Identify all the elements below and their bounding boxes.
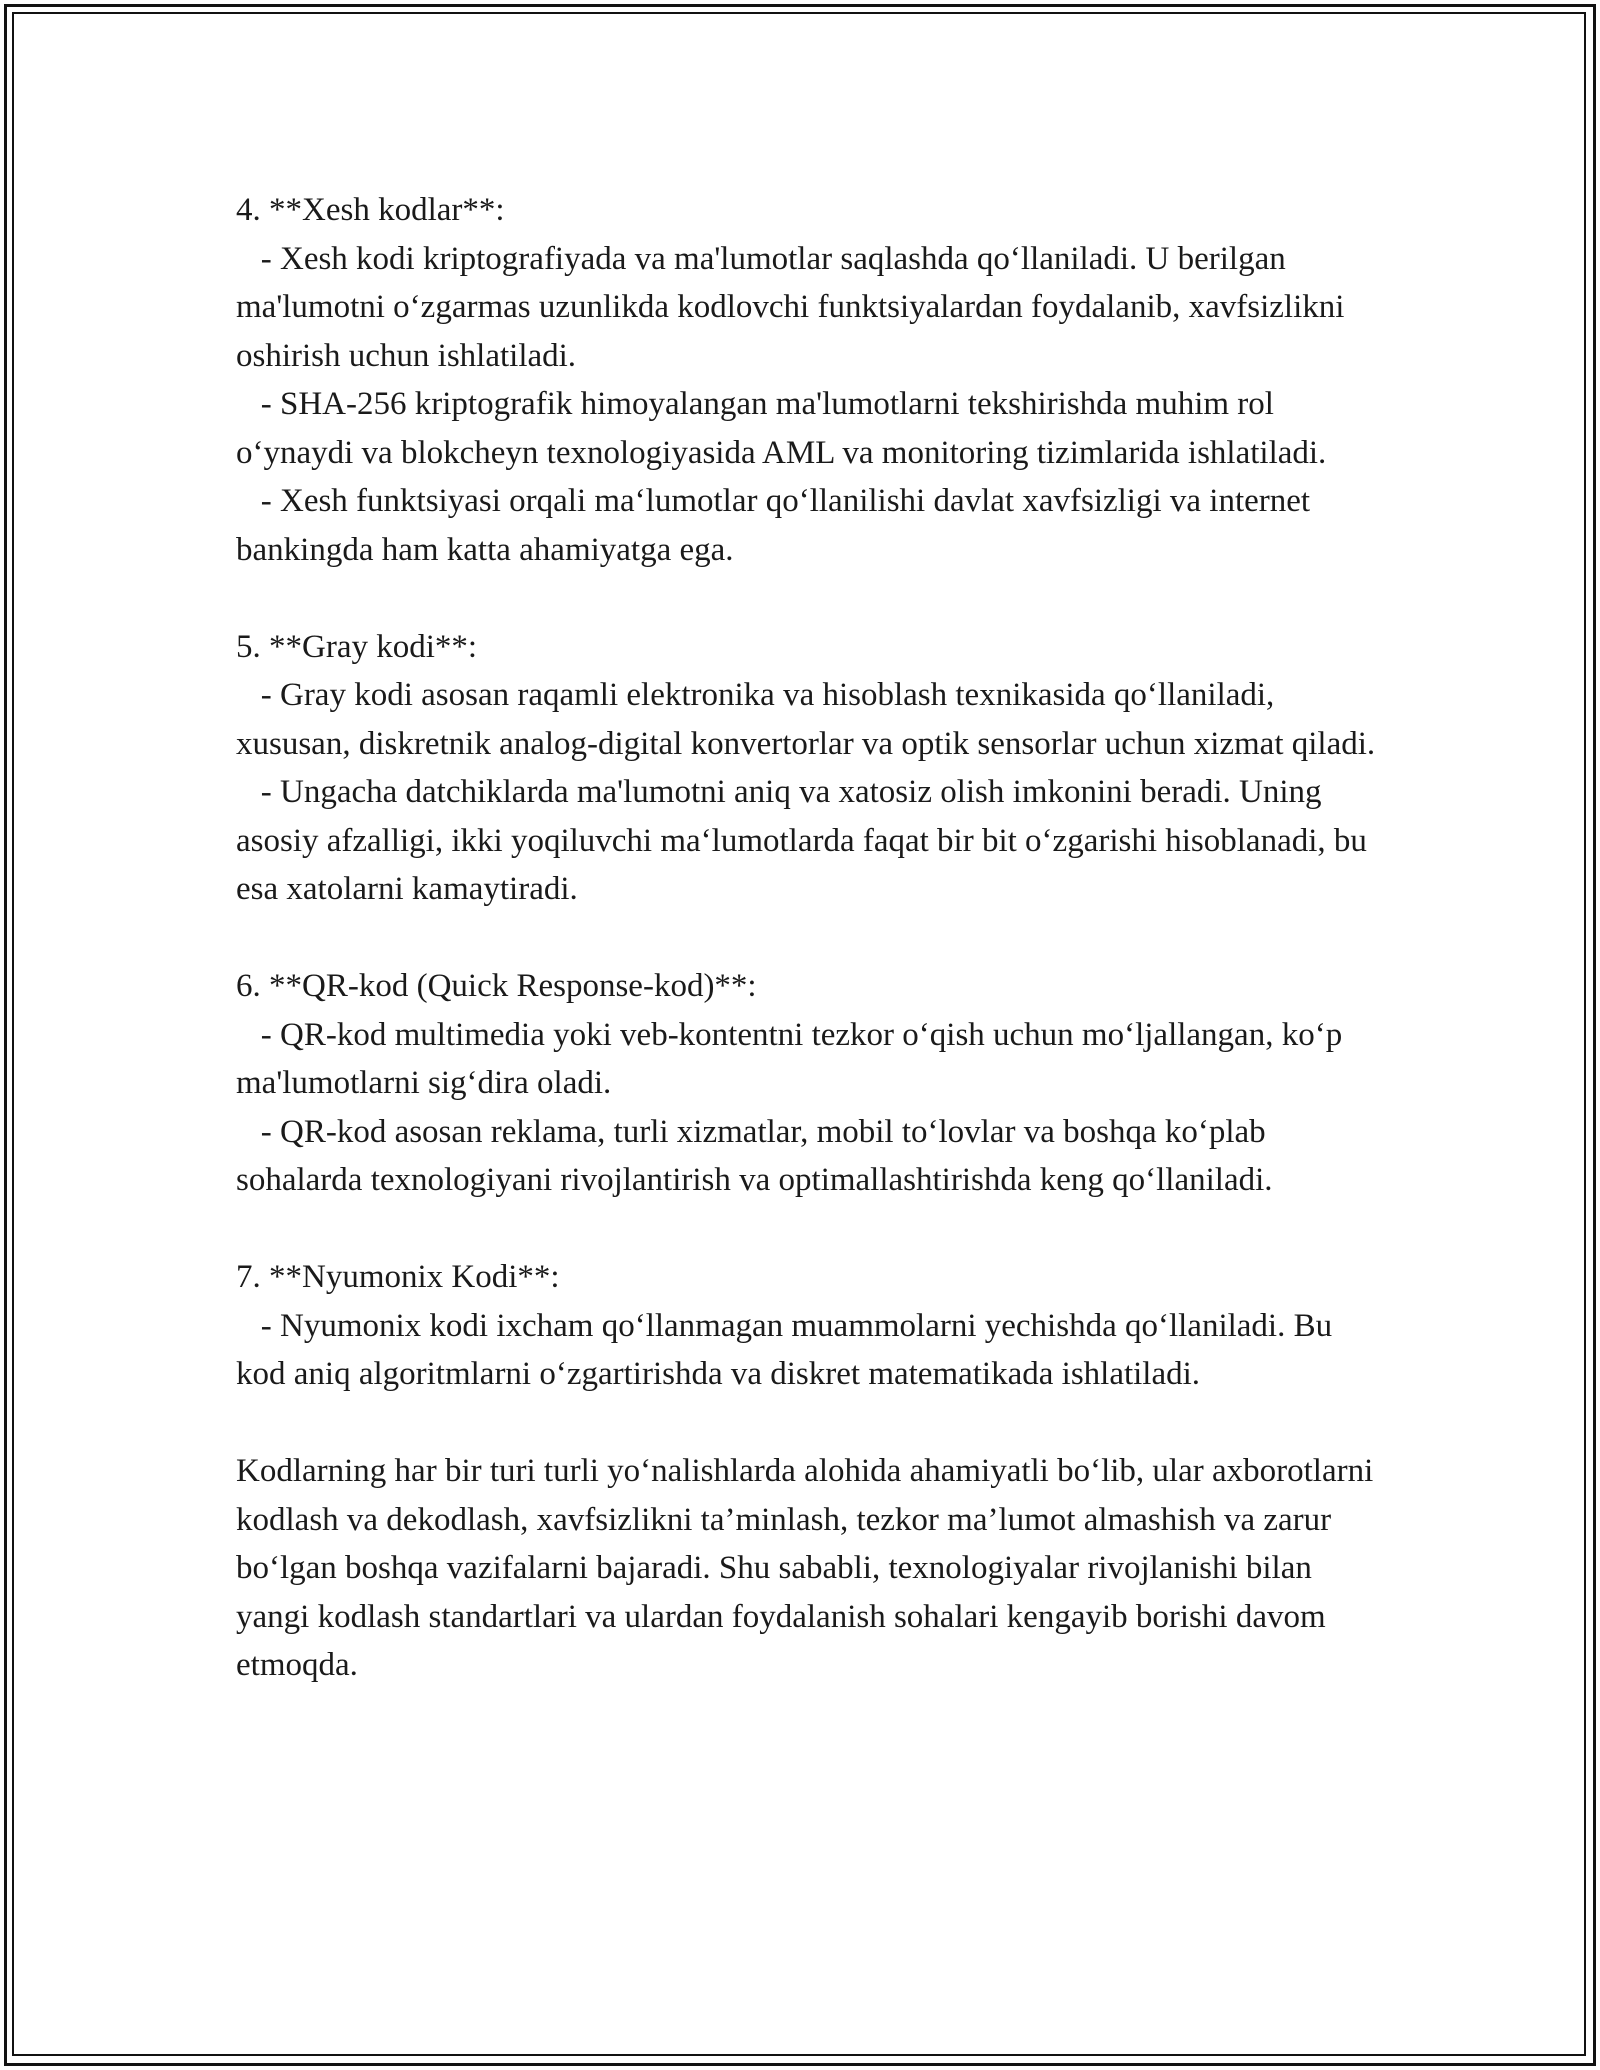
list-item: - QR-kod multimedia yoki veb-kontentni tezkor o‘qish uchun mo‘ljallangan, ko‘p ma'lumotlarni sig‘dira oladi. [236,1016,1351,1101]
document-body [236,186,1386,1690]
list-item: - Xesh funktsiyasi orqali ma‘lumotlar qo‘llanilishi davlat xavfsizligi va internet bankingda ham katta ahamiyatga ega. [236,483,1319,568]
list-item: - Nyumonix kodi ixcham qo‘llanmagan muammolarni yechishda qo‘llaniladi. Bu kod aniq algoritmlarni o‘zgartirishda va diskret matematikada ishlatiladi. [236,1307,1341,1392]
paragraph-gap [236,574,1386,623]
list-item: - Xesh kodi kriptografiyada va ma'lumotlar saqlashda qo‘llaniladi. U berilgan ma'lumotni o‘zgarmas uzunlikda kodlovchi funktsiyalardan foydalanib, xavfsizlikni oshirish uchun ishlatiladi. [236,240,1353,374]
section-heading-5: 5. **Gray kodi**: [236,628,478,665]
section-heading-6: 6. **QR-kod (Quick Response-kod)**: [236,968,757,1004]
paragraph-gap [236,1205,1386,1254]
conclusion-paragraph: Kodlarning har bir turi turli yo‘nalishlarda alohida ahamiyatli bo‘lib, ular axborotlarni kodlash va dekodlash, xavfsizlikni ta’minlash, tezkor ma’lumot almashish va zarur bo‘lgan boshqa vazifalarni bajaradi. Shu sababli, texnologiyalar rivojlanishi bilan yangi kodlash standartlari va ulardan foydalanish sohalari kengayib borishi davom etmoqda. [236,1453,1382,1683]
list-item: - Ungacha datchiklarda ma'lumotni aniq va xatosiz olish imkonini beradi. Uning asosiy afzalligi, ikki yoqiluvchi ma‘lumotlarda faqat bir bit o‘zgarishi hisoblanadi, bu esa xatolarni kamaytiradi. [236,774,1376,907]
paragraph-gap [236,914,1386,963]
section-heading-7: 7. **Nyumonix Kodi**: [236,1259,560,1295]
list-item: - QR-kod asosan reklama, turli xizmatlar, mobil to‘lovlar va boshqa ko‘plab sohalarda texnologiyani rivojlantirish va optimallashtirishda keng qo‘llaniladi. [236,1113,1274,1198]
section-heading-4: 4. **Xesh kodlar**: [236,192,505,228]
list-item: - Gray kodi asosan raqamli elektronika va hisoblash texnikasida qo‘llaniladi, xususan, diskretnik analog-digital konvertorlar va optik sensorlar uchun xizmat qiladi. [236,677,1376,762]
paragraph-gap [236,1399,1386,1448]
list-item: - SHA-256 kriptografik himoyalangan ma'lumotlarni tekshirishda muhim rol o‘ynaydi va blokcheyn texnologiyasida AML va monitoring tizimlarida ishlatiladi. [236,386,1327,471]
